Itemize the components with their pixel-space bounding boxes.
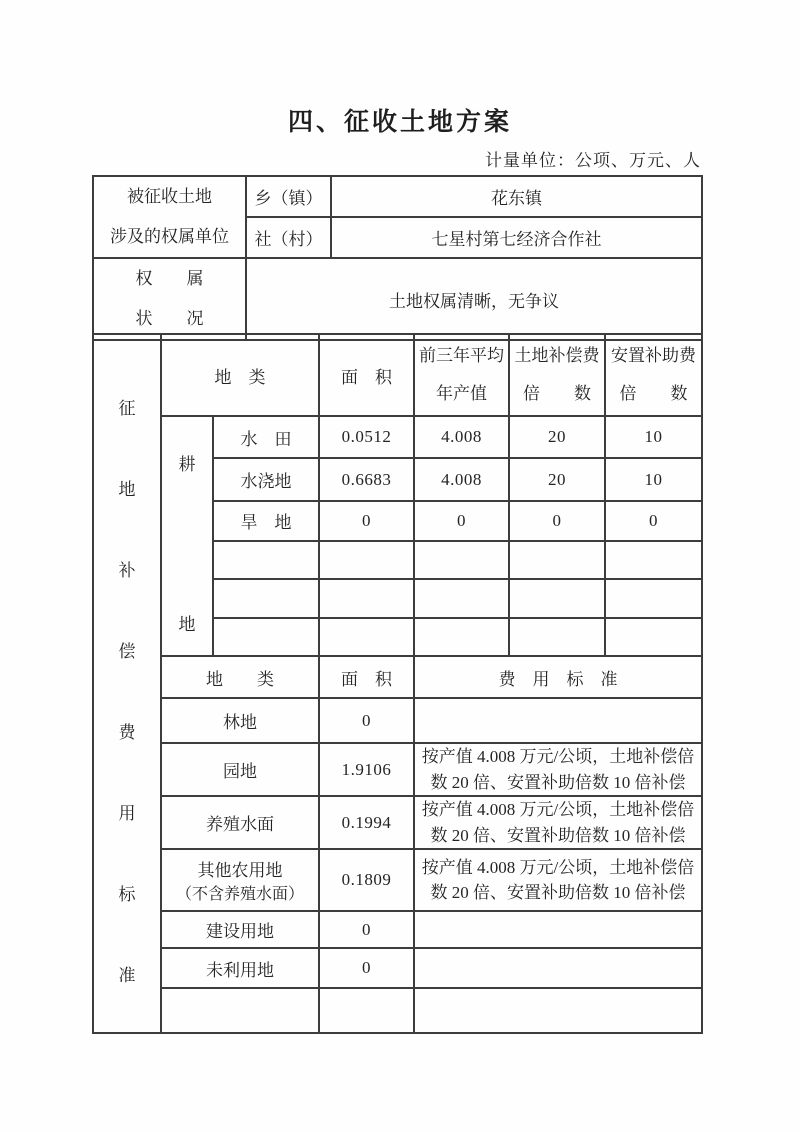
ownership-info-table (92, 175, 703, 341)
cell-area: 0 (319, 911, 414, 948)
side-label-char: 地 (118, 479, 136, 499)
header1-output (414, 334, 509, 416)
cell-type (161, 849, 319, 911)
unit-note: 计量单位：公项、万元、人 (485, 151, 701, 170)
cell-township-label: 乡（镇） (246, 176, 331, 217)
cell-tenure-value: 土地权属清晰，无争议 (246, 258, 702, 340)
cell-area: 0.0512 (319, 416, 414, 458)
cell-resettle-multiple: 10 (605, 416, 702, 458)
cell-type: 林地 (161, 698, 319, 743)
header1-resettle (605, 334, 702, 416)
cell-standard: 按产值 4.008 万元/公顷，土地补偿倍数 20 倍、安置补助倍数 10 倍补偿 (414, 849, 702, 911)
side-label-char: 征 (118, 398, 136, 418)
cell-village-value: 七星村第七经济合作社 (331, 217, 702, 258)
cell-standard (414, 911, 702, 948)
owner-label-line2: 涉及的权属单位 (110, 227, 229, 246)
cell-area: 0 (319, 698, 414, 743)
cell-standard: 按产值 4.008 万元/公顷，土地补偿倍数 20 倍、安置补助倍数 10 倍补偿 (414, 796, 702, 849)
cell-type: 养殖水面 (161, 796, 319, 849)
cell-type: 园地 (161, 743, 319, 796)
cell-tenure-label (93, 258, 246, 340)
tenure-label-line2: 状 况 (135, 309, 204, 328)
page-title: 四、征收土地方案 (287, 109, 512, 136)
cell-output: 4.008 (414, 416, 509, 458)
cell-output (414, 541, 509, 579)
header2-land-type: 地 类 (161, 656, 319, 698)
header1-comp-line1: 土地补偿费 (514, 346, 600, 365)
cell-resettle-multiple (605, 579, 702, 617)
side-label-char: 偿 (118, 641, 136, 661)
cell-area: 0.1994 (319, 796, 414, 849)
cell-standard (414, 698, 702, 743)
cell-type (213, 541, 319, 579)
cell-resettle-multiple: 0 (605, 501, 702, 541)
cell-output: 0 (414, 501, 509, 541)
cell-area: 0 (319, 948, 414, 988)
cell-output (414, 579, 509, 617)
owner-label-line1: 被征收土地 (127, 187, 212, 206)
cell-area: 0.1809 (319, 849, 414, 911)
group-label-char: 耕 (178, 455, 196, 474)
cell-owner-label (93, 176, 246, 258)
cell-area (319, 541, 414, 579)
cell-township-value: 花东镇 (331, 176, 702, 217)
cell-type: 水浇地 (213, 458, 319, 500)
side-label-char: 费 (118, 723, 136, 743)
cell-comp-multiple: 0 (509, 501, 605, 541)
cell-area: 0.6683 (319, 458, 414, 500)
farmland-group-vertical (162, 417, 212, 655)
header1-resettle-line2: 倍 数 (619, 384, 688, 403)
cell-resettle-multiple (605, 541, 702, 579)
header1-comp-line2: 倍 数 (523, 384, 591, 403)
cell-comp-multiple: 20 (509, 458, 605, 500)
cell-area (319, 618, 414, 656)
cell-output: 4.008 (414, 458, 509, 500)
cell-standard: 按产值 4.008 万元/公顷，土地补偿倍数 20 倍、安置补助倍数 10 倍补偿 (414, 743, 702, 796)
group-label-char: 地 (178, 615, 196, 634)
side-label-char: 补 (118, 560, 136, 580)
cell-farmland-group (161, 416, 213, 656)
side-label-vertical (94, 341, 160, 1027)
side-label-char: 准 (118, 966, 136, 986)
cell-type: 水 田 (213, 416, 319, 458)
header1-land-comp (509, 334, 605, 416)
tenure-label-line1: 权 属 (135, 269, 204, 288)
cell-type: 建设用地 (161, 911, 319, 948)
cell-comp-multiple (509, 579, 605, 617)
cell-area (319, 579, 414, 617)
header1-output-line1: 前三年平均 (419, 346, 504, 365)
cell-type (213, 618, 319, 656)
side-label-char: 标 (118, 885, 136, 905)
cell-type: 未利用地 (161, 948, 319, 988)
cell-comp-multiple (509, 618, 605, 656)
cell-standard (414, 948, 702, 988)
cell-type: 旱 地 (213, 501, 319, 541)
cell-standard (414, 988, 702, 1033)
cell-area (319, 988, 414, 1033)
header2-standard: 费 用 标 准 (414, 656, 702, 698)
cell-side-label (93, 334, 161, 1033)
header1-land-type: 地 类 (161, 334, 319, 416)
cell-resettle-multiple: 10 (605, 458, 702, 500)
cell-type (213, 579, 319, 617)
cell-type-line2: （不含养殖水面） (175, 886, 304, 903)
side-label-char: 用 (118, 804, 136, 824)
cell-output (414, 618, 509, 656)
cell-type (161, 988, 319, 1033)
header1-area: 面 积 (319, 334, 414, 416)
cell-type-line1: 其他农用地 (197, 861, 283, 880)
cell-resettle-multiple (605, 618, 702, 656)
cell-area: 0 (319, 501, 414, 541)
cell-area: 1.9106 (319, 743, 414, 796)
header1-output-line2: 年产值 (436, 384, 487, 403)
cell-village-label: 社（村） (246, 217, 331, 258)
cell-comp-multiple (509, 541, 605, 579)
header1-resettle-line1: 安置补助费 (611, 346, 696, 365)
cell-comp-multiple: 20 (509, 416, 605, 458)
header2-area: 面 积 (319, 656, 414, 698)
compensation-table (92, 333, 703, 1034)
